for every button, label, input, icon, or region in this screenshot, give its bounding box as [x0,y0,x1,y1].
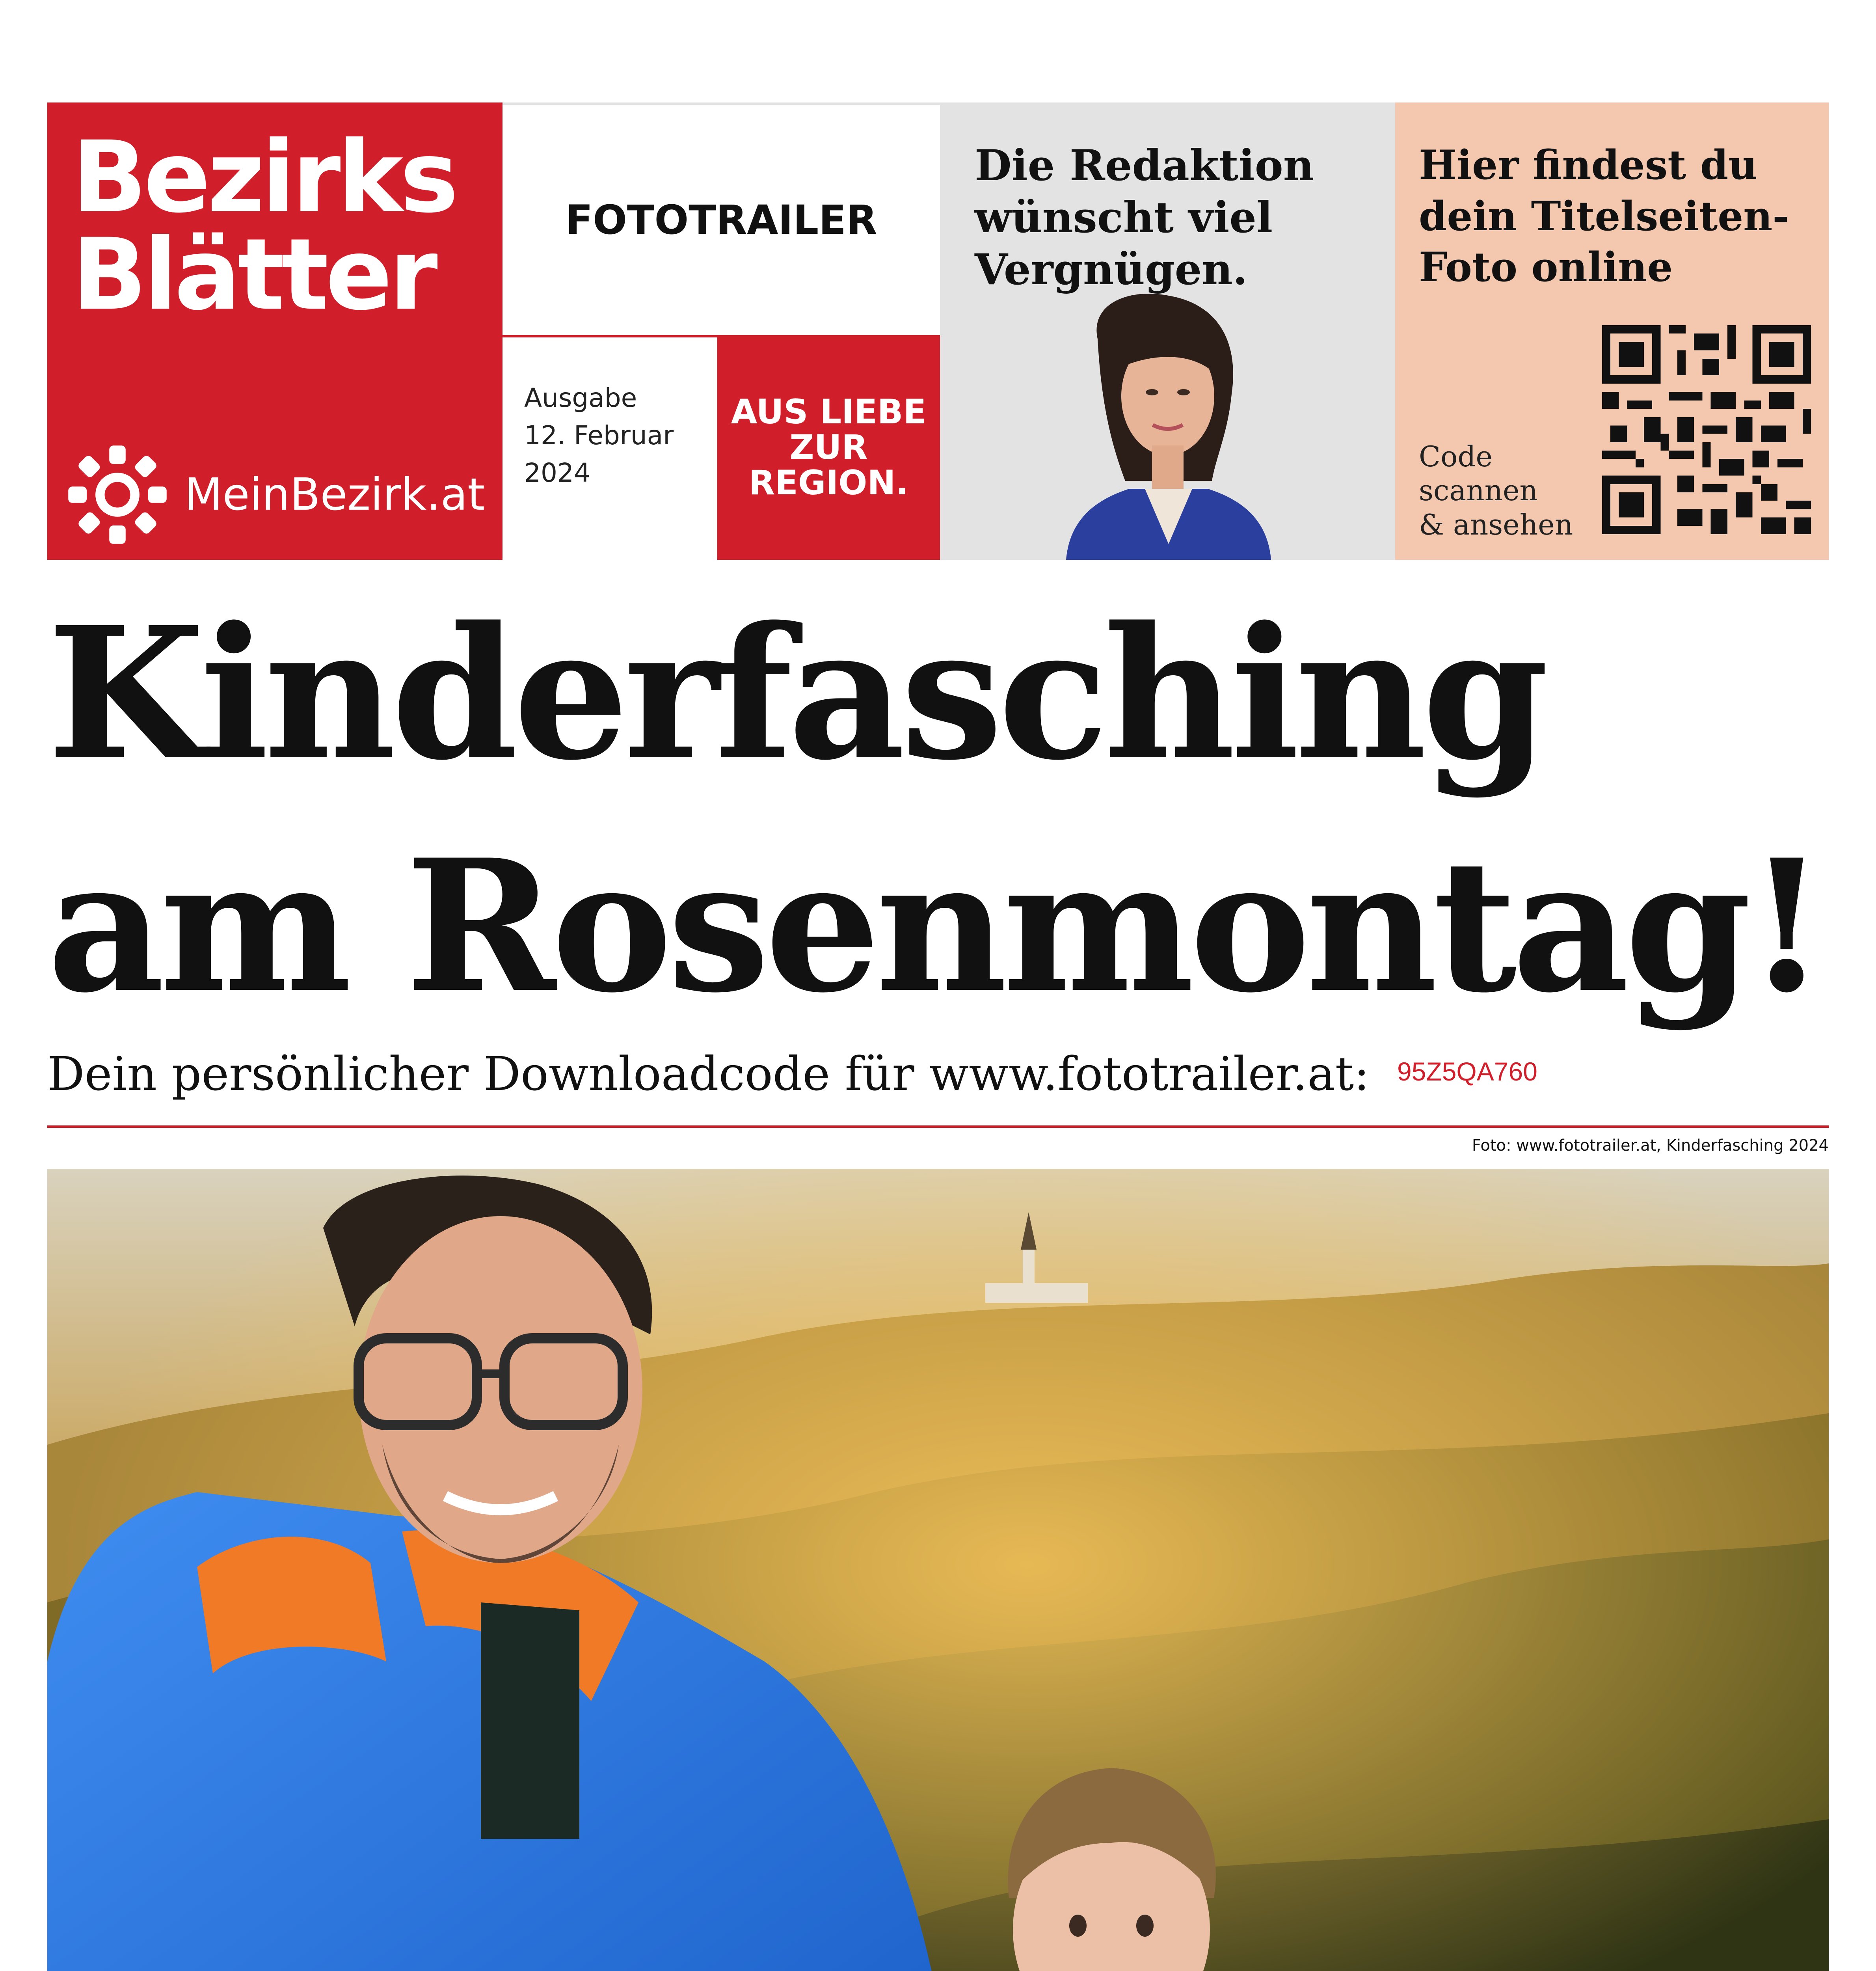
online-photo-panel [1395,102,1829,560]
logo-wordmark-line1: Bezirks [72,120,456,235]
meinbezirk-label: MeinBezirk.at [184,469,485,520]
slogan-line: REGION. [748,463,909,503]
redaktion-panel [940,102,1395,560]
slogan-panel [717,335,940,560]
redaktion-line: Vergnügen. [975,244,1248,294]
online-line: dein Titelseiten- [1419,192,1789,240]
meinbezirk-sun-icon [66,443,169,546]
issue-date: 12. Februar [524,420,674,451]
slogan-line: ZUR [789,427,868,467]
redaktion-line: Die Redaktion [975,141,1314,190]
bezirksblaetter-logo-panel[interactable] [47,102,502,560]
redaktion-line: wünscht viel [975,192,1273,242]
issue-info [502,335,717,560]
photo-credit: Foto: www.fototrailer.at, Kinderfasching 2024 [1472,1136,1829,1155]
redaktion-message [975,140,1314,296]
slogan-line: AUS LIEBE [731,392,927,432]
fototrailer-panel [502,102,940,335]
scan-line: scannen [1419,474,1538,507]
download-code-label: Dein persönlicher Downloadcode für www.fototrailer.at: [47,1047,1370,1101]
scan-line: & ansehen [1419,508,1573,541]
editor-portrait [940,292,1395,560]
divider-rule [47,1125,1829,1128]
issue-year: 2024 [524,458,590,488]
issue-label: Ausgabe [524,383,637,413]
meinbezirk-brand[interactable] [66,440,485,550]
download-code-value[interactable]: 95Z5QA760 [1397,1057,1537,1086]
logo-wordmark-line2: Blätter [72,217,435,332]
cover-photo [47,1169,1829,1971]
headline-line1: Kinderfasching [47,587,1544,800]
scan-line: Code [1419,440,1493,473]
online-line: Hier findest du [1419,142,1758,189]
scan-instructions [1419,440,1573,542]
online-message [1419,140,1789,293]
headline-line2: am Rosenmontag! [47,820,1822,1033]
online-line: Foto online [1419,244,1673,291]
qr-code-icon[interactable] [1602,325,1811,534]
fototrailer-label: FOTOTRAILER [565,196,877,244]
cover-photo-illustration [47,1169,1829,1971]
